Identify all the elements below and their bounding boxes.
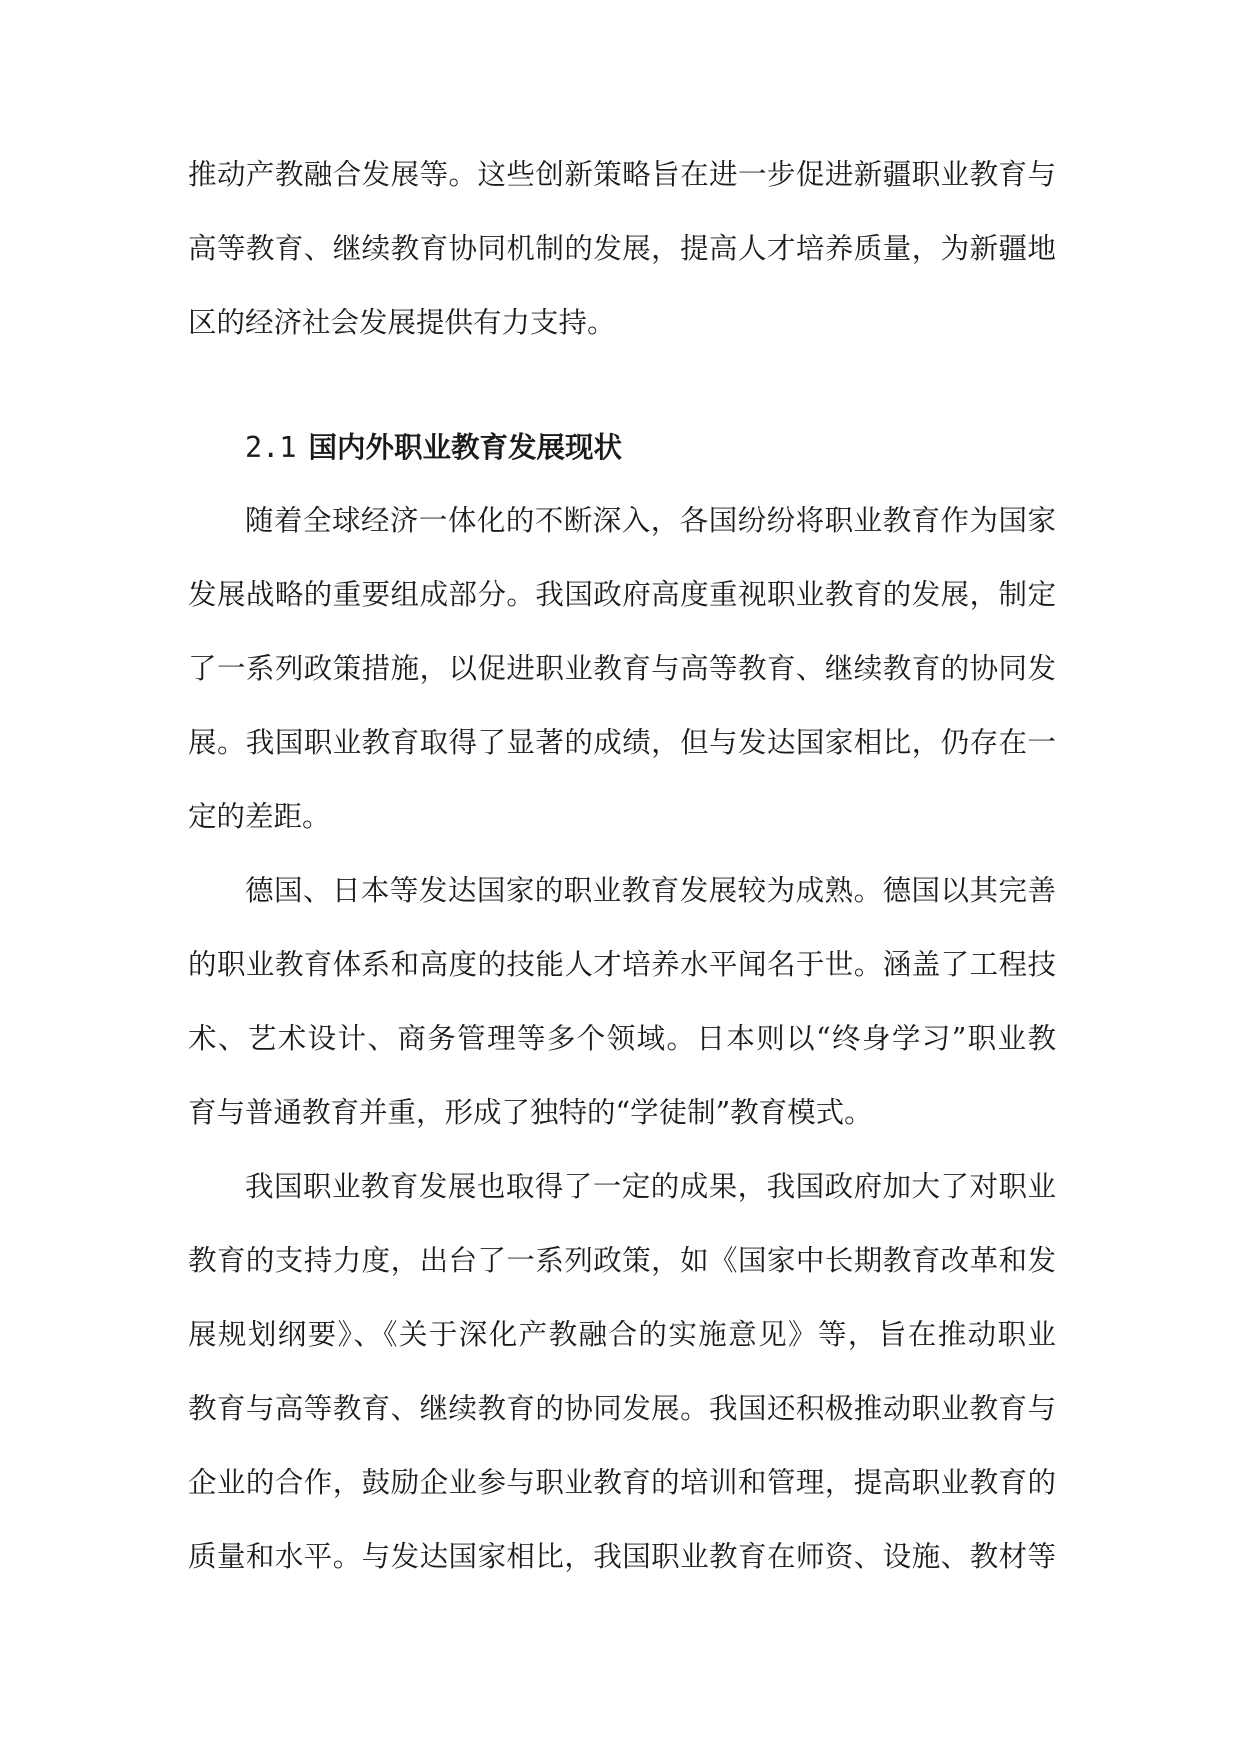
text-line: 随着全球经济一体化的不断深入，各国纷纷将职业教育作为国家 (245, 504, 1056, 537)
text-line: 区的经济社会发展提供有力支持。 (188, 306, 616, 339)
text-line: 推动产教融合发展等。这些创新策略旨在进一步促进新疆职业教育与 (188, 158, 1056, 191)
text-line: 展规划纲要》、《关于深化产教融合的实施意见》等，旨在推动职业 (188, 1318, 1056, 1351)
text-line: 的职业教育体系和高度的技能人才培养水平闻名于世。涵盖了工程技 (188, 948, 1056, 981)
section-number: 2.1 (245, 431, 297, 464)
text-line: 教育的支持力度，出台了一系列政策，如《国家中长期教育改革和发 (188, 1244, 1056, 1277)
text-line: 术、艺术设计、商务管理等多个领域。日本则以“终身学习”职业教 (188, 1022, 1056, 1055)
text-line: 企业的合作，鼓励企业参与职业教育的培训和管理，提高职业教育的 (188, 1466, 1056, 1499)
text-line: 教育与高等教育、继续教育的协同发展。我国还积极推动职业教育与 (188, 1392, 1056, 1425)
text-line: 高等教育、继续教育协同机制的发展，提高人才培养质量，为新疆地 (188, 232, 1056, 265)
text-line: 德国、日本等发达国家的职业教育发展较为成熟。德国以其完善 (245, 874, 1056, 907)
section-heading (188, 410, 1056, 484)
section-title: 国内外职业教育发展现状 (308, 430, 622, 464)
text-line: 定的差距。 (188, 800, 331, 833)
paragraph-current-status (188, 484, 1056, 854)
text-line: 我国职业教育发展也取得了一定的成果，我国政府加大了对职业 (245, 1170, 1056, 1203)
text-line: 了一系列政策措施，以促进职业教育与高等教育、继续教育的协同发 (188, 652, 1056, 685)
text-line: 质量和水平。与发达国家相比，我国职业教育在师资、设施、教材等 (188, 1540, 1056, 1573)
document-page (188, 138, 1056, 1594)
paragraph-china-progress (188, 1150, 1056, 1594)
text-line: 发展战略的重要组成部分。我国政府高度重视职业教育的发展，制定 (188, 578, 1056, 611)
text-line: 展。我国职业教育取得了显著的成绩，但与发达国家相比，仍存在一 (188, 726, 1056, 759)
intro-paragraph (188, 138, 1056, 360)
text-line: 育与普通教育并重，形成了独特的“学徒制”教育模式。 (188, 1096, 873, 1129)
paragraph-germany-japan (188, 854, 1056, 1150)
